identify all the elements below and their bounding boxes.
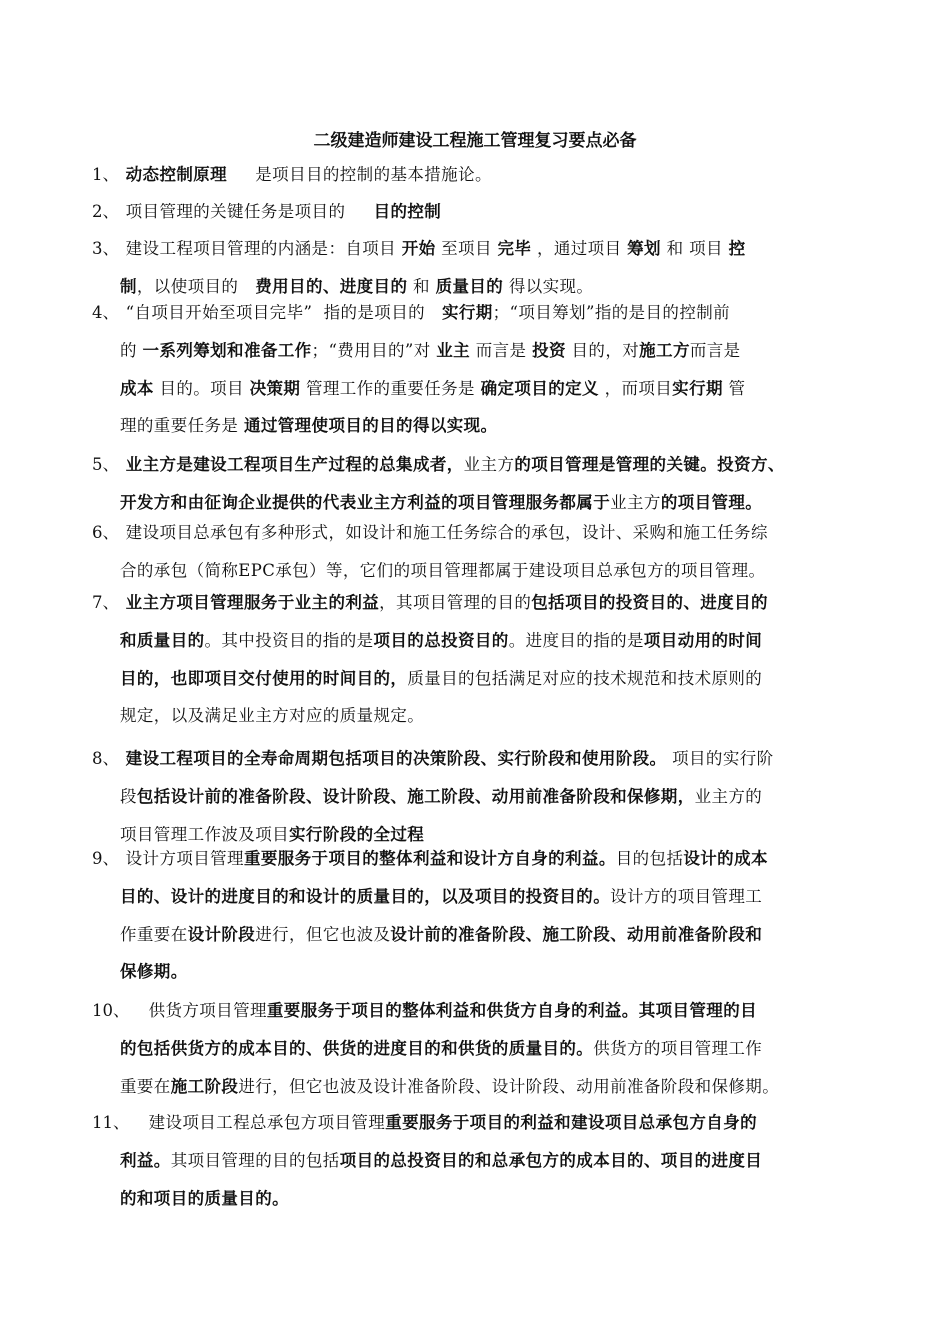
item-line <box>120 740 774 778</box>
bold-text: 完毕 <box>497 239 532 258</box>
bold-text: 利益。 <box>120 1150 171 1170</box>
text: 建设项目工程总承包方项目管理 <box>126 1113 386 1132</box>
text: 质量目的包括满足对应的技术规范和技术原则的 <box>407 668 763 688</box>
text: 合的承包（简称EPC承包）等，它们的项目管理都属于建设项目总承包方的项目管理。 <box>120 560 766 580</box>
bold-text: 开发方和由征询企业提供的代表业主方利益的项目管理服务都属于 <box>120 492 611 512</box>
item-number: 3、 <box>92 239 119 258</box>
text: 目的包括 <box>615 849 684 868</box>
text: 其项目管理的目的包括 <box>170 1150 340 1170</box>
bold-text: 筹划 <box>627 239 661 258</box>
text: ；“费用目的”对 <box>311 340 437 360</box>
item-number: 7、 <box>92 593 119 612</box>
item-number: 2、 <box>92 202 119 221</box>
text: 设计方的项目管理工 <box>610 886 763 906</box>
bold-text: 业主 <box>436 340 471 360</box>
bold-text: 设计的成本 <box>683 849 768 868</box>
bold-text: 业主方是建设工程项目生产过程的总集成者， <box>125 455 464 474</box>
item-number: 10、 <box>92 1001 130 1020</box>
text: 理的重要任务是 <box>120 416 244 436</box>
text: 和 项目 <box>660 239 729 258</box>
item-line <box>120 514 768 552</box>
text: 项目管理的关键任务是项目的 <box>120 202 374 221</box>
text: 设计方项目管理 <box>120 849 244 868</box>
item-line <box>120 778 762 816</box>
item-line <box>120 584 768 622</box>
text: 得以实现。 <box>503 276 594 296</box>
bold-text: 动态控制原理 <box>125 165 228 184</box>
item-number: 1、 <box>92 165 119 184</box>
text: ，而项目 <box>598 378 673 398</box>
bold-text: 一系列筹划和准备工作 <box>142 340 312 360</box>
text: 进行，但它也波及 <box>255 924 391 944</box>
bold-text: 项目的总投资目的和总承包方的成本目的、项目的进度目 <box>339 1150 763 1170</box>
text: 。其中投资目的指的是 <box>204 630 374 650</box>
bold-text: 的和项目的质量目的。 <box>120 1188 289 1208</box>
text: 管理工作的重要任务是 <box>300 378 481 398</box>
text: ，通过项目 <box>531 239 628 258</box>
text: 的 <box>120 340 143 360</box>
text: 目的，对 <box>565 340 640 360</box>
bold-text: 实行期 <box>441 303 493 322</box>
item-number: 9、 <box>92 849 119 868</box>
bold-text: 重要服务于项目的利益和建设项目总承包方自身的 <box>385 1113 757 1132</box>
text: 进行，但它也波及设计准备阶段、设计阶段、动用前准备阶段和保修期。 <box>238 1076 780 1096</box>
item-line <box>120 193 441 231</box>
bold-text: 实行期 <box>672 378 723 398</box>
bold-text: 通过管理使项目的目的得以实现。 <box>243 416 498 436</box>
bold-text: 重要服务于项目的整体利益和设计方自身的利益。 <box>243 849 616 868</box>
bold-text: 投资 <box>532 340 566 360</box>
bold-text: 的项目管理。 <box>660 492 763 512</box>
item-line <box>120 1142 762 1180</box>
bold-text: 保修期。 <box>120 962 188 982</box>
item-line <box>120 156 492 194</box>
text: 作重要在 <box>120 924 188 944</box>
text: ，以使项目的 <box>136 276 256 296</box>
item-line <box>120 916 762 954</box>
item-line <box>120 1030 762 1068</box>
item-line <box>120 294 730 332</box>
text: 是项目目的控制的基本措施论。 <box>227 165 492 184</box>
text: 段 <box>120 786 137 806</box>
bold-text: 实行阶段的全过程 <box>289 824 425 844</box>
item-line <box>120 878 762 916</box>
text: 管 <box>722 378 746 398</box>
bold-text: 控 <box>728 239 746 258</box>
text: 而言是 <box>689 340 741 360</box>
bold-text: 成本 <box>120 378 154 398</box>
document-title: 二级建造师建设工程施工管理复习要点必备 <box>313 131 637 151</box>
bold-text: 的项目管理是管理的关键。投资方、 <box>514 455 785 474</box>
text: 规定，以及满足业主方对应的质量规定。 <box>120 706 425 726</box>
text: 项目管理工作波及项目 <box>120 824 289 844</box>
bold-text: 重要服务于项目的整体利益和供货方自身的利益。其项目管理的目 <box>266 1001 757 1020</box>
text: 业主方的 <box>694 786 763 806</box>
item-line <box>126 992 757 1030</box>
text: 重要在 <box>120 1076 171 1096</box>
item-line <box>120 446 785 484</box>
text: “自项目开始至项目完毕” 指的是项目的 <box>120 303 442 322</box>
bold-text: 包括设计前的准备阶段、设计阶段、施工阶段、动用前准备阶段和保修期， <box>136 786 695 806</box>
bold-text: 施工方 <box>639 340 690 360</box>
bold-text: 和质量目的 <box>120 630 205 650</box>
item-number: 6、 <box>92 523 119 542</box>
bold-text: 项目的总投资目的 <box>373 630 509 650</box>
bold-text: 质量目的 <box>435 276 504 296</box>
item-line <box>120 697 424 735</box>
bold-text: 设计前的准备阶段、施工阶段、动用前准备阶段和 <box>390 924 763 944</box>
text: 建设工程项目管理的内涵是：自项目 <box>120 239 402 258</box>
text: 目的。项目 <box>153 378 250 398</box>
bold-text: 建设工程项目的全寿命周期包括项目的决策阶段、实行阶段和使用阶段。 <box>125 749 667 768</box>
bold-text: 目的、设计的进度目的和设计的质量目的，以及项目的投资目的。 <box>120 886 611 906</box>
text: 建设项目总承包有多种形式，如设计和施工任务综合的承包，设计、采购和施工任务综 <box>120 523 768 542</box>
text: 至项目 <box>435 239 498 258</box>
text: 供货方项目管理 <box>126 1001 267 1020</box>
bold-text: 包括项目的投资目的、进度目的 <box>531 593 768 612</box>
text: ，其项目管理的目的 <box>379 593 532 612</box>
item-number: 8、 <box>92 749 119 768</box>
item-line <box>120 230 745 268</box>
bold-text: 目的控制 <box>373 202 442 221</box>
item-line <box>120 332 741 370</box>
item-line <box>120 953 188 991</box>
item-line <box>120 370 745 408</box>
item-number: 5、 <box>92 455 119 474</box>
bold-text: 业主方项目管理服务于业主的利益 <box>125 593 380 612</box>
item-line <box>120 840 768 878</box>
item-number: 11、 <box>92 1113 130 1132</box>
bold-text: 的包括供货方的成本目的、供货的进度目的和供货的质量目的。 <box>120 1038 594 1058</box>
text: ；“项目筹划”指的是目的控制前 <box>492 303 731 322</box>
item-line <box>120 660 762 698</box>
bold-text: 目的，也即项目交付使用的时间目的， <box>120 668 408 688</box>
item-line <box>126 1104 757 1142</box>
bold-text: 施工阶段 <box>170 1076 239 1096</box>
item-line <box>120 1068 779 1106</box>
text: 业主方 <box>463 455 515 474</box>
bold-text: 设计阶段 <box>187 924 256 944</box>
text: 供货方的项目管理工作 <box>593 1038 763 1058</box>
text: 。进度目的指的是 <box>508 630 644 650</box>
bold-text: 费用目的、进度目的 <box>255 276 408 296</box>
text: 业主方 <box>610 492 661 512</box>
text: 和 <box>407 276 436 296</box>
item-line <box>120 407 497 445</box>
item-line <box>120 1180 289 1218</box>
bold-text: 决策期 <box>249 378 301 398</box>
item-line <box>120 622 762 660</box>
text: 而言是 <box>470 340 533 360</box>
text: 项目的实行阶 <box>666 749 774 768</box>
item-number: 4、 <box>92 303 119 322</box>
bold-text: 项目动用的时间 <box>643 630 763 650</box>
bold-text: 制 <box>120 276 137 296</box>
bold-text: 确定项目的定义 <box>480 378 599 398</box>
bold-text: 开始 <box>401 239 436 258</box>
